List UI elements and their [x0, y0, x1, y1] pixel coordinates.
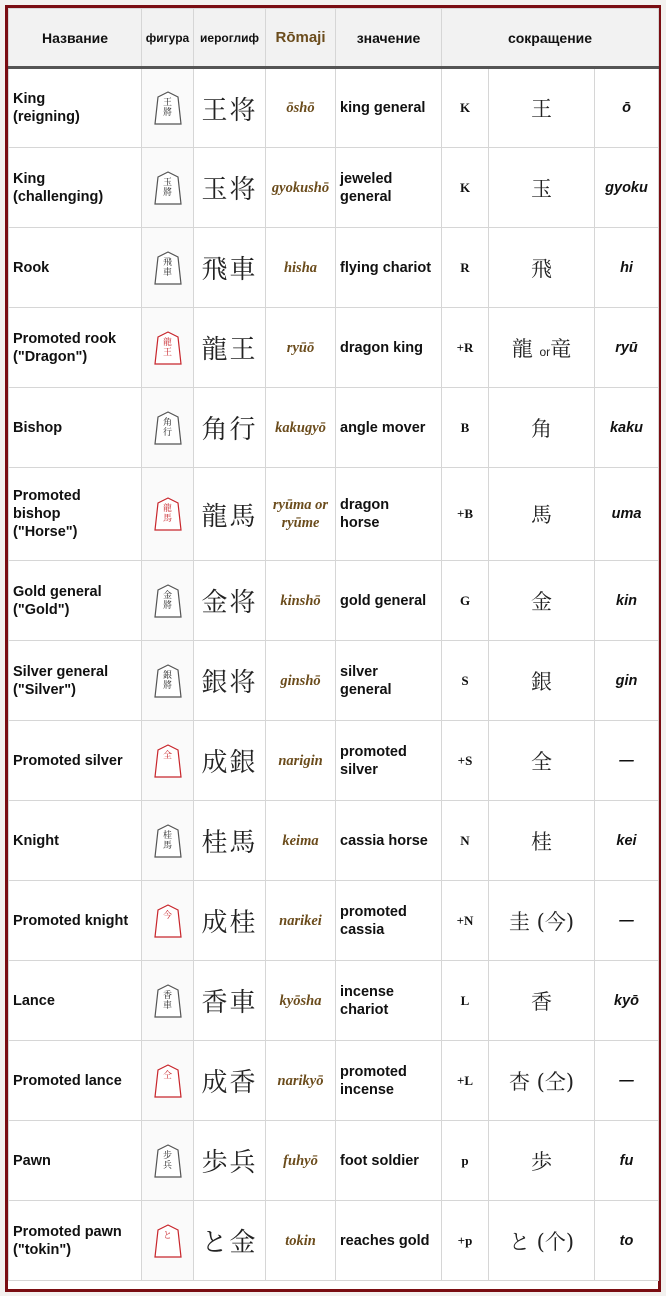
- piece-short-kanji: [489, 641, 595, 721]
- short-kanji-main: と (个): [508, 1229, 575, 1254]
- piece-short-romaji: —: [595, 1041, 659, 1121]
- piece-short-kanji: [489, 1041, 595, 1121]
- shogi-piece-icon: [154, 584, 182, 618]
- piece-short-kanji: [489, 881, 595, 961]
- piece-short-kanji: [489, 228, 595, 308]
- piece-romaji: narikei: [266, 881, 336, 961]
- piece-romaji: kinshō: [266, 561, 336, 641]
- shogi-piece-icon: [154, 904, 182, 938]
- header-abbreviation: сокращение: [442, 9, 659, 68]
- shogi-piece-glyph: 全: [162, 750, 172, 761]
- piece-kanji: 飛車: [194, 228, 266, 308]
- shogi-piece-icon: [154, 411, 182, 445]
- piece-figure: [142, 388, 194, 468]
- shogi-piece-icon: [154, 824, 182, 858]
- piece-kanji: 王将: [194, 68, 266, 148]
- piece-abbreviation: +L: [442, 1041, 489, 1121]
- piece-figure: [142, 961, 194, 1041]
- piece-romaji: gyokushō: [266, 148, 336, 228]
- piece-short-kanji: [489, 308, 595, 388]
- piece-short-kanji: [489, 68, 595, 148]
- table-row: [9, 308, 659, 388]
- piece-romaji: ryūma or ryūme: [266, 468, 336, 561]
- piece-name: Promoted knight: [9, 881, 142, 961]
- piece-short-romaji: uma: [595, 468, 659, 561]
- piece-meaning: dragon horse: [336, 468, 442, 561]
- piece-short-romaji: to: [595, 1201, 659, 1281]
- piece-short-romaji: ō: [595, 68, 659, 148]
- piece-figure: [142, 148, 194, 228]
- piece-figure: [142, 1201, 194, 1281]
- short-kanji-main: 歩: [531, 1149, 552, 1174]
- short-kanji-main: 圭 (今): [508, 909, 575, 934]
- piece-meaning: silver general: [336, 641, 442, 721]
- piece-romaji: narikyō: [266, 1041, 336, 1121]
- piece-short-kanji: [489, 801, 595, 881]
- piece-romaji: keima: [266, 801, 336, 881]
- piece-abbreviation: L: [442, 961, 489, 1041]
- piece-figure: [142, 68, 194, 148]
- piece-abbreviation: +N: [442, 881, 489, 961]
- table-row: [9, 561, 659, 641]
- piece-romaji: hisha: [266, 228, 336, 308]
- piece-short-kanji: [489, 721, 595, 801]
- piece-figure: [142, 1041, 194, 1121]
- piece-kanji: 龍王: [194, 308, 266, 388]
- piece-abbreviation: S: [442, 641, 489, 721]
- piece-abbreviation: K: [442, 148, 489, 228]
- piece-meaning: foot soldier: [336, 1121, 442, 1201]
- header-figure: фигура: [142, 9, 194, 68]
- piece-abbreviation: +p: [442, 1201, 489, 1281]
- piece-romaji: kyōsha: [266, 961, 336, 1041]
- table-row: [9, 641, 659, 721]
- piece-abbreviation: R: [442, 228, 489, 308]
- piece-figure: [142, 801, 194, 881]
- piece-meaning: gold general: [336, 561, 442, 641]
- short-kanji-main: 銀: [531, 669, 552, 694]
- piece-short-kanji: [489, 961, 595, 1041]
- shogi-piece-icon: [154, 497, 182, 531]
- piece-name: Silver general ("Silver"): [9, 641, 142, 721]
- piece-figure: [142, 881, 194, 961]
- piece-abbreviation: G: [442, 561, 489, 641]
- short-kanji-or: or: [539, 344, 551, 359]
- piece-meaning: promoted cassia: [336, 881, 442, 961]
- shogi-piece-icon: [154, 744, 182, 778]
- piece-short-romaji: fu: [595, 1121, 659, 1201]
- piece-short-kanji: [489, 148, 595, 228]
- piece-abbreviation: +R: [442, 308, 489, 388]
- piece-abbreviation: B: [442, 388, 489, 468]
- short-kanji-main: 香: [531, 989, 552, 1014]
- table-row: [9, 961, 659, 1041]
- piece-short-romaji: —: [595, 881, 659, 961]
- piece-kanji: 玉将: [194, 148, 266, 228]
- table-row: [9, 1201, 659, 1281]
- piece-abbreviation: N: [442, 801, 489, 881]
- short-kanji-main: 全: [531, 749, 552, 774]
- shogi-piece-icon: [154, 984, 182, 1018]
- piece-abbreviation: +B: [442, 468, 489, 561]
- piece-name: King (reigning): [9, 68, 142, 148]
- short-kanji-main: 龍: [511, 336, 533, 361]
- table-row: [9, 68, 659, 148]
- shogi-piece-icon: [154, 251, 182, 285]
- piece-short-romaji: kaku: [595, 388, 659, 468]
- header-romaji: Rōmaji: [266, 9, 336, 68]
- piece-short-kanji: [489, 388, 595, 468]
- shogi-piece-glyph: 今: [162, 910, 172, 921]
- shogi-piece-glyph: と: [162, 1230, 172, 1241]
- table-row: [9, 1121, 659, 1201]
- piece-figure: [142, 308, 194, 388]
- piece-name: Promoted pawn ("tokin"): [9, 1201, 142, 1281]
- table-row: [9, 468, 659, 561]
- piece-meaning: cassia horse: [336, 801, 442, 881]
- piece-kanji: 銀将: [194, 641, 266, 721]
- piece-romaji: ōshō: [266, 68, 336, 148]
- piece-romaji: ryūō: [266, 308, 336, 388]
- piece-meaning: promoted silver: [336, 721, 442, 801]
- table-row: [9, 881, 659, 961]
- shogi-piece-icon: [154, 1224, 182, 1258]
- short-kanji-main: 飛: [531, 256, 552, 281]
- piece-name: King (challenging): [9, 148, 142, 228]
- header-name: Название: [9, 9, 142, 68]
- piece-figure: [142, 468, 194, 561]
- piece-figure: [142, 641, 194, 721]
- piece-romaji: kakugyō: [266, 388, 336, 468]
- piece-kanji: 龍馬: [194, 468, 266, 561]
- shogi-piece-glyph: 銀 將: [162, 670, 172, 691]
- piece-meaning: angle mover: [336, 388, 442, 468]
- piece-figure: [142, 228, 194, 308]
- piece-romaji: fuhyō: [266, 1121, 336, 1201]
- piece-short-kanji: [489, 561, 595, 641]
- piece-short-kanji: [489, 1201, 595, 1281]
- short-kanji-main: 桂: [531, 829, 552, 854]
- piece-kanji: 歩兵: [194, 1121, 266, 1201]
- piece-meaning: king general: [336, 68, 442, 148]
- piece-short-romaji: kyō: [595, 961, 659, 1041]
- piece-romaji: narigin: [266, 721, 336, 801]
- piece-meaning: promoted incense: [336, 1041, 442, 1121]
- piece-short-kanji: [489, 1121, 595, 1201]
- piece-name: Gold general ("Gold"): [9, 561, 142, 641]
- header-row: [9, 9, 659, 68]
- piece-abbreviation: K: [442, 68, 489, 148]
- piece-kanji: と金: [194, 1201, 266, 1281]
- piece-short-kanji: [489, 468, 595, 561]
- piece-meaning: incense chariot: [336, 961, 442, 1041]
- short-kanji-main: 馬: [531, 503, 552, 527]
- shogi-piece-glyph: 桂 馬: [162, 830, 172, 851]
- shogi-piece-glyph: 金 將: [162, 590, 172, 611]
- shogi-piece-glyph: 玉 將: [162, 177, 172, 198]
- shogi-piece-glyph: 龍 馬: [162, 504, 172, 524]
- piece-name: Promoted rook ("Dragon"): [9, 308, 142, 388]
- piece-abbreviation: +S: [442, 721, 489, 801]
- table-row: [9, 388, 659, 468]
- piece-kanji: 角行: [194, 388, 266, 468]
- piece-name: Promoted lance: [9, 1041, 142, 1121]
- piece-kanji: 成香: [194, 1041, 266, 1121]
- shogi-piece-icon: [154, 1064, 182, 1098]
- piece-romaji: ginshō: [266, 641, 336, 721]
- piece-short-romaji: kei: [595, 801, 659, 881]
- short-kanji-main: 角: [531, 416, 552, 441]
- piece-kanji: 金将: [194, 561, 266, 641]
- piece-name: Pawn: [9, 1121, 142, 1201]
- shogi-piece-icon: [154, 331, 182, 365]
- shogi-piece-glyph: 仝: [162, 1070, 172, 1081]
- shogi-piece-glyph: 飛 車: [162, 257, 172, 278]
- shogi-piece-glyph: 王 將: [162, 98, 172, 118]
- piece-meaning: reaches gold: [336, 1201, 442, 1281]
- header-meaning: значение: [336, 9, 442, 68]
- table-row: [9, 801, 659, 881]
- piece-meaning: flying chariot: [336, 228, 442, 308]
- short-kanji-main: 玉: [531, 176, 552, 201]
- table-frame: [5, 5, 661, 1292]
- piece-kanji: 桂馬: [194, 801, 266, 881]
- short-kanji-main: 杏 (仝): [508, 1069, 575, 1094]
- shogi-pieces-table: [8, 8, 659, 1281]
- table-row: [9, 1041, 659, 1121]
- table-row: [9, 228, 659, 308]
- piece-name: Lance: [9, 961, 142, 1041]
- short-kanji-main: 金: [531, 589, 552, 614]
- piece-figure: [142, 721, 194, 801]
- piece-short-romaji: gin: [595, 641, 659, 721]
- shogi-piece-glyph: 步 兵: [162, 1150, 172, 1171]
- piece-name: Promoted silver: [9, 721, 142, 801]
- piece-short-romaji: hi: [595, 228, 659, 308]
- piece-abbreviation: p: [442, 1121, 489, 1201]
- piece-short-romaji: —: [595, 721, 659, 801]
- piece-figure: [142, 561, 194, 641]
- piece-kanji: 香車: [194, 961, 266, 1041]
- piece-name: Promoted bishop ("Horse"): [9, 468, 142, 561]
- piece-short-romaji: kin: [595, 561, 659, 641]
- piece-name: Knight: [9, 801, 142, 881]
- header-kanji: иероглиф: [194, 9, 266, 68]
- table-row: [9, 148, 659, 228]
- shogi-piece-icon: [154, 1144, 182, 1178]
- table-row: [9, 721, 659, 801]
- shogi-piece-glyph: 香 車: [162, 990, 172, 1011]
- short-kanji-main: 王: [531, 97, 552, 121]
- shogi-piece-glyph: 角 行: [162, 417, 172, 438]
- shogi-piece-icon: [154, 664, 182, 698]
- piece-romaji: tokin: [266, 1201, 336, 1281]
- piece-name: Bishop: [9, 388, 142, 468]
- piece-short-romaji: ryū: [595, 308, 659, 388]
- piece-figure: [142, 1121, 194, 1201]
- piece-short-romaji: gyoku: [595, 148, 659, 228]
- piece-meaning: jeweled general: [336, 148, 442, 228]
- shogi-piece-icon: [154, 171, 182, 205]
- shogi-piece-glyph: 龍 王: [162, 337, 172, 358]
- piece-kanji: 成桂: [194, 881, 266, 961]
- piece-meaning: dragon king: [336, 308, 442, 388]
- piece-kanji: 成銀: [194, 721, 266, 801]
- piece-name: Rook: [9, 228, 142, 308]
- short-kanji-alt: 竜: [550, 336, 572, 361]
- shogi-piece-icon: [154, 91, 182, 125]
